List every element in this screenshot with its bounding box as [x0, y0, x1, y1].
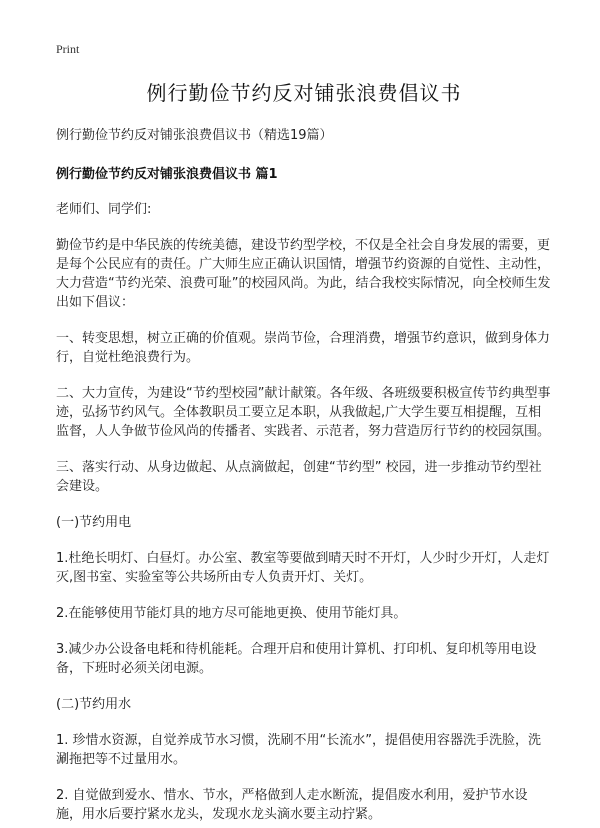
document-title: 例行勤俭节约反对铺张浪费倡议书: [146, 81, 462, 105]
paragraph-point-1: 一、转变思想，树立正确的价值观。崇尚节俭，合理消费，增强节约意识，做到身体力行，自觉杜绝浪费行为。: [56, 331, 551, 365]
section-heading: 例行勤俭节约反对铺张浪费倡议书 篇1: [56, 167, 278, 182]
paragraph-electricity-1: 1.杜绝长明灯、白昼灯。办公室、教室等要做到晴天时不开灯，人少时少开灯，人走灯灭,图书室、实验室等公共场所由专人负责开灯、关灯。: [56, 551, 550, 585]
paragraph-point-2: 二、大力宣传，为建设“节约型校园”献计献策。各年级、各班级要积极宣传节约典型事迹，弘扬节约风气。全体教职员工要立足本职，从我做起,广大学生要互相提醒，互相监督，人人争做节俭风尚的传播者、实践者、示范者，努力营造厉行节约的校园氛围。: [56, 386, 551, 439]
paragraph-water-2: 2. 自觉做到爱水、惜水、节水，严格做到人走水断流，提倡废水利用，爱护节水设施，用水后要拧紧水龙头，发现水龙头滴水要主动拧紧。: [56, 788, 528, 822]
salutation: 老师们、同学们:: [56, 202, 152, 217]
print-link[interactable]: Print: [56, 42, 80, 56]
paragraph-point-3: 三、落实行动、从身边做起、从点滴做起，创建“节约型” 校园，进一步推动节约型社会建设。: [56, 460, 542, 494]
paragraph-water-1: 1. 珍惜水资源，自觉养成节水习惯，洗刷不用“长流水”，提倡使用容器洗手洗脸，洗涮拖把等不过量用水。: [56, 733, 542, 767]
paragraph-intro: 勤俭节约是中华民族的传统美德，建设节约型学校，不仅是全社会自身发展的需要，更是每个公民应有的责任。广大师生应正确认识国情，增强节约资源的自觉性、主动性，大力营造“节约光荣、浪费可耻”的校园风尚。为此，结合我校实际情况，向全校师生发出如下倡议：: [56, 238, 551, 310]
paragraph-electricity-2: 2.在能够使用节能灯具的地方尽可能地更换、使用节能灯具。: [56, 606, 407, 621]
document-subtitle: 例行勤俭节约反对铺张浪费倡议书（精选19篇）: [56, 128, 333, 143]
subheading-water: (二)节约用水: [56, 697, 132, 712]
paragraph-electricity-3: 3.减少办公设备电耗和待机能耗。合理开启和使用计算机、打印机、复印机等用电设备，下班时必须关闭电源。: [56, 642, 537, 676]
subheading-electricity: (一)节约用电: [56, 515, 132, 530]
